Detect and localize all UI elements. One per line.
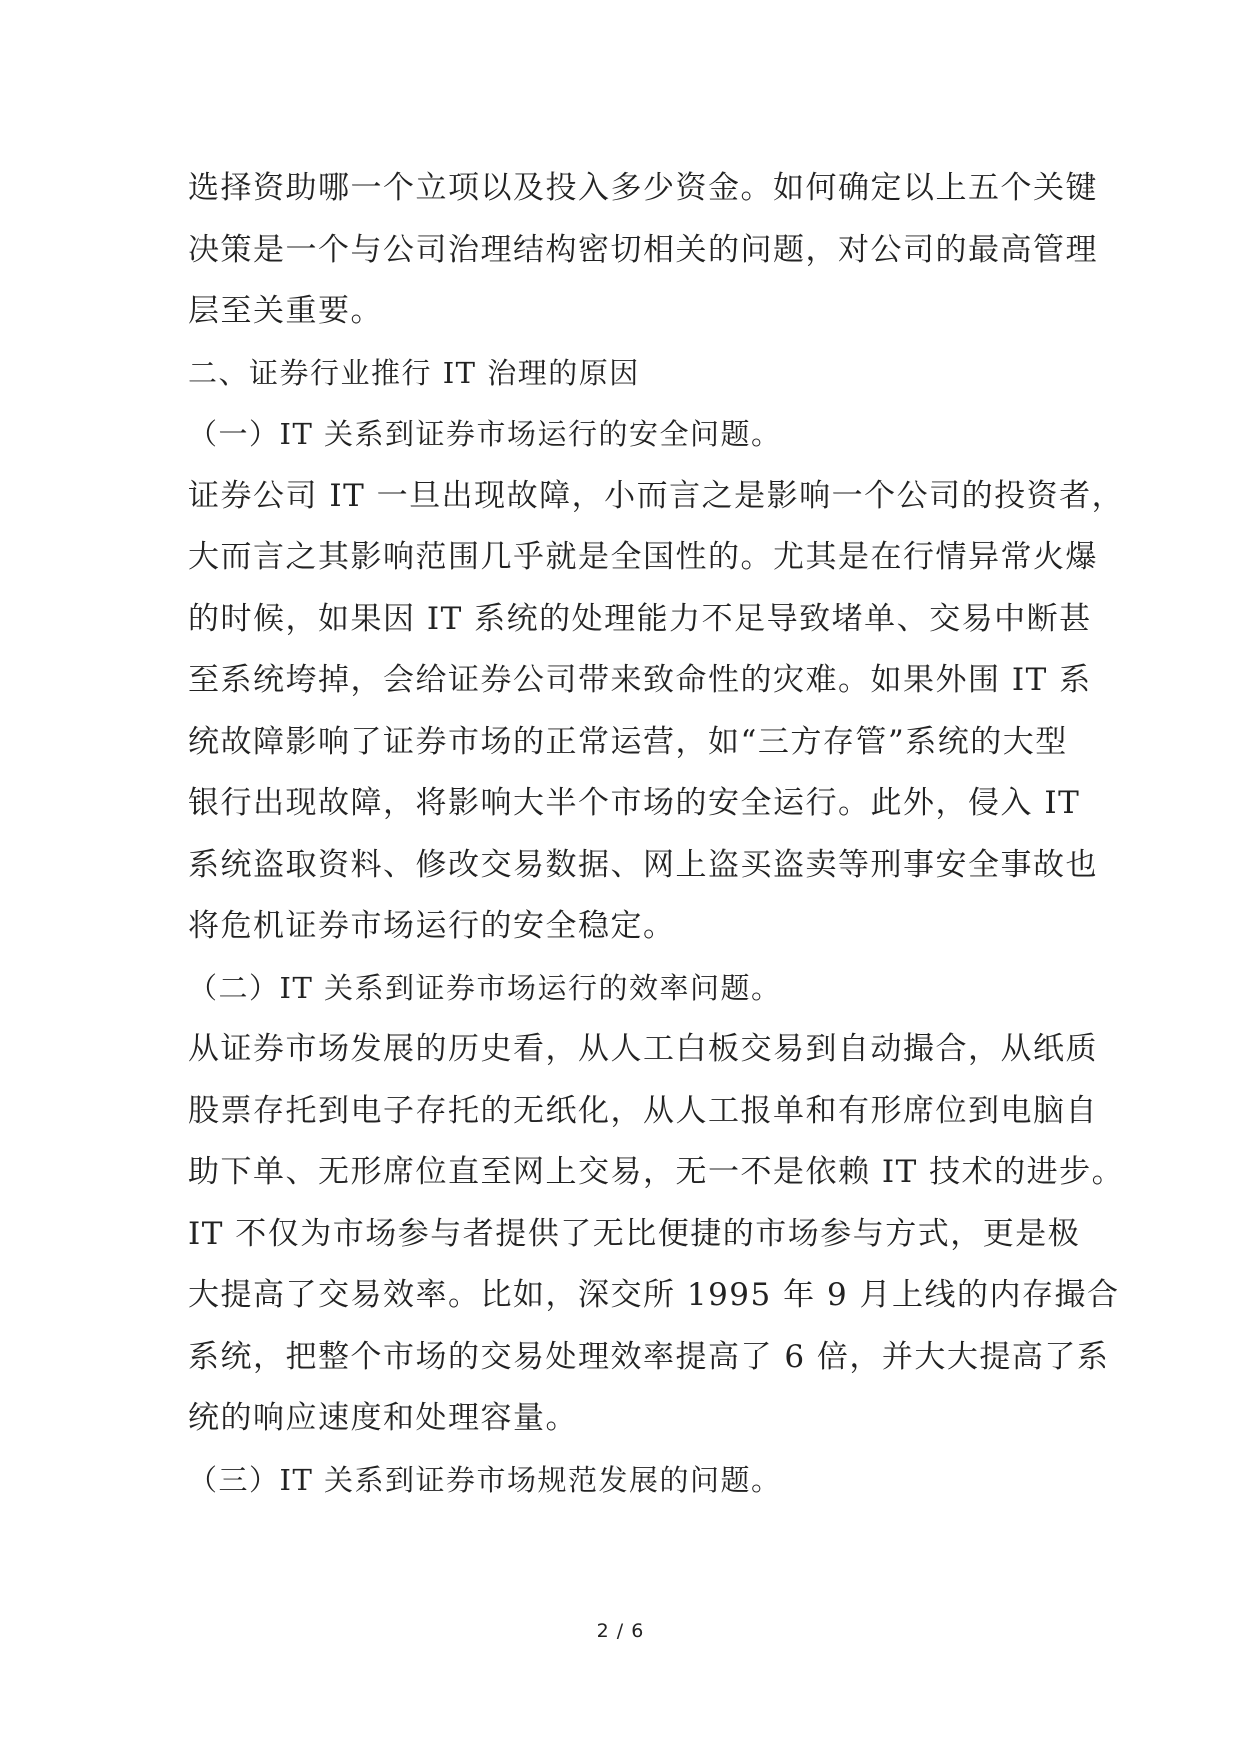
paragraph-line: 系统，把整个市场的交易处理效率提高了 6 倍，并大大提高了系	[188, 1338, 1110, 1375]
subsection-heading: （一）IT 关系到证券市场运行的安全问题。	[188, 417, 782, 451]
paragraph-line: 统故障影响了证券市场的正常运营，如“三方存管”系统的大型	[188, 723, 1068, 760]
body-text	[188, 158, 1125, 1511]
paragraph-line: 至系统垮掉，会给证券公司带来致命性的灾难。如果外围 IT 系	[188, 662, 1092, 698]
paragraph-line: 统的响应速度和处理容量。	[188, 1400, 578, 1436]
paragraph-line: 选择资助哪一个立项以及投入多少资金。如何确定以上五个关键	[188, 170, 1098, 206]
paragraph-line: 大提高了交易效率。比如，深交所 1995 年 9 月上线的内存撮合	[188, 1277, 1120, 1313]
paragraph-line: 将危机证券市场运行的安全稳定。	[188, 908, 676, 944]
paragraph-line: 系统盗取资料、修改交易数据、网上盗买盗卖等刑事安全事故也	[188, 846, 1098, 883]
paragraph-line: 层至关重要。	[188, 293, 383, 329]
section-heading: 二、证券行业推行 IT 治理的原因	[188, 355, 640, 390]
paragraph-line: IT 不仅为市场参与者提供了无比便捷的市场参与方式，更是极	[188, 1215, 1081, 1252]
paragraph-line: 大而言之其影响范围几乎就是全国性的。尤其是在行情异常火爆	[188, 539, 1098, 575]
paragraph-line: 从证券市场发展的历史看，从人工白板交易到自动撮合，从纸质	[188, 1031, 1098, 1067]
paragraph-line: 的时候，如果因 IT 系统的处理能力不足导致堵单、交易中断甚	[188, 600, 1092, 637]
subsection-heading: （二）IT 关系到证券市场运行的效率问题。	[188, 970, 782, 1005]
paragraph-line: 助下单、无形席位直至网上交易，无一不是依赖 IT 技术的进步。	[188, 1154, 1125, 1190]
paragraph-line: 决策是一个与公司治理结构密切相关的问题，对公司的最高管理	[188, 231, 1098, 268]
paragraph-line: 股票存托到电子存托的无纸化，从人工报单和有形席位到电脑自	[188, 1092, 1098, 1129]
page-number: 2 / 6	[596, 1620, 645, 1642]
subsection-heading: （三）IT 关系到证券市场规范发展的问题。	[188, 1462, 782, 1497]
paragraph-line: 证券公司 IT 一旦出现故障，小而言之是影响一个公司的投资者，	[188, 477, 1125, 514]
paragraph-line: 银行出现故障，将影响大半个市场的安全运行。此外，侵入 IT	[188, 785, 1081, 821]
